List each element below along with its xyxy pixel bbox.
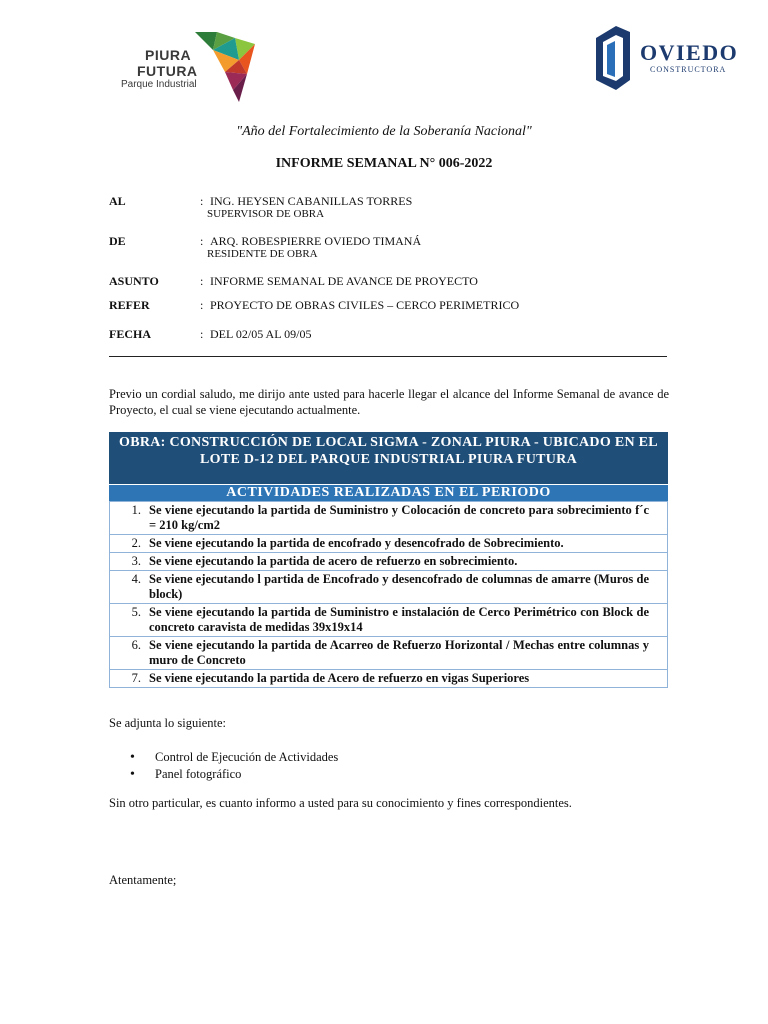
intro-paragraph: Previo un cordial saludo, me dirijo ante usted para hacerle llegar el alcance del Informe Semanal de avance de Proyecto, el cual se viene ejecutando actualmente. — [109, 387, 669, 417]
header-de-value: ARQ. ROBESPIERRE OVIEDO TIMANÁ — [210, 234, 422, 248]
activity-number: 4. — [131, 572, 141, 586]
activity-text: Se viene ejecutando l partida de Encofrado y desencofrado de columnas de amarre (Muros de block) — [149, 572, 649, 601]
header-al-key: AL — [109, 194, 126, 208]
header-fecha-colon: : — [200, 327, 204, 341]
activity-text: Se viene ejecutando la partida de Suministro e instalación de Cerco Perimétrico con Block de concreto caravista de medidas 39x19x14 — [149, 605, 649, 634]
header-refer-colon: : — [200, 298, 204, 312]
activity-row — [110, 669, 667, 687]
activity-number: 3. — [131, 554, 141, 568]
logo-left-line3: Parque Industrial — [121, 79, 197, 90]
piura-futura-logo — [108, 30, 268, 104]
activity-row — [110, 636, 667, 669]
obra-table — [109, 432, 668, 688]
header-asunto-colon: : — [200, 274, 204, 288]
activity-text: Se viene ejecutando la partida de acero de refuerzo en sobrecimiento. — [149, 554, 518, 568]
header-al-sub: SUPERVISOR DE OBRA — [207, 208, 325, 220]
motto: "Año del Fortalecimiento de la Soberanía Nacional" — [236, 124, 532, 139]
logo-left-line1: PIURA — [145, 47, 192, 63]
attachments-intro: Se adjunta lo siguiente: — [109, 716, 226, 730]
activity-number: 1. — [131, 503, 141, 517]
header-asunto-key: ASUNTO — [109, 274, 159, 288]
logo-right-sub: CONSTRUCTORA — [650, 65, 727, 74]
header-refer-value: PROYECTO DE OBRAS CIVILES – CERCO PERIMETRICO — [210, 298, 520, 312]
closing-paragraph: Sin otro particular, es cuanto informo a usted para su conocimiento y fines correspondientes. — [109, 796, 572, 810]
logo-left-line2: FUTURA — [137, 63, 198, 79]
oviedo-constructora-logo — [590, 24, 750, 96]
activities-list — [109, 501, 668, 688]
activity-row — [110, 603, 667, 636]
activity-number: 2. — [131, 536, 141, 550]
activity-number: 6. — [131, 638, 141, 652]
header-al-colon: : — [200, 194, 204, 208]
piura-futura-emblem-icon — [195, 30, 257, 104]
obra-title: OBRA: CONSTRUCCIÓN DE LOCAL SIGMA - ZONAL PIURA - UBICADO EN EL LOTE D-12 DEL PARQUE INDUSTRIAL PIURA FUTURA — [109, 432, 668, 484]
activity-text: Se viene ejecutando la partida de Acarreo de Refuerzo Horizontal / Mechas entre columnas y muro de Concreto — [149, 638, 649, 667]
activity-row — [110, 552, 667, 570]
activities-header: ACTIVIDADES REALIZADAS EN EL PERIODO — [109, 485, 668, 501]
activity-number: 5. — [131, 605, 141, 619]
oviedo-emblem-icon — [590, 24, 634, 94]
activity-text: Se viene ejecutando la partida de Acero de refuerzo en vigas Superiores — [149, 671, 530, 685]
header-de-colon: : — [200, 234, 204, 248]
activity-row — [110, 534, 667, 552]
header-refer-key: REFER — [109, 298, 150, 312]
logo-right-name: OVIEDO — [640, 40, 739, 65]
regards: Atentamente; — [109, 873, 177, 887]
header-de-key: DE — [109, 234, 126, 248]
report-title: INFORME SEMANAL N° 006-2022 — [275, 156, 493, 171]
activity-row — [110, 570, 667, 603]
header-al-value: ING. HEYSEN CABANILLAS TORRES — [210, 194, 413, 208]
activity-number: 7. — [131, 671, 141, 685]
header-fecha-value: DEL 02/05 AL 09/05 — [210, 327, 312, 341]
activity-row — [110, 501, 667, 534]
header-de-sub: RESIDENTE DE OBRA — [207, 248, 318, 260]
attachment-item: • Panel fotográfico — [130, 766, 338, 783]
activity-text: Se viene ejecutando la partida de encofrado y desencofrado de Sobrecimiento. — [149, 536, 564, 550]
activity-text: Se viene ejecutando la partida de Suministro y Colocación de concreto para sobrecimiento f´c = 210 kg/cm2 — [149, 503, 649, 532]
header-divider — [109, 356, 667, 357]
header-asunto-value: INFORME SEMANAL DE AVANCE DE PROYECTO — [210, 274, 478, 288]
header-fecha-key: FECHA — [109, 327, 151, 341]
attachment-item: • Control de Ejecución de Actividades — [130, 749, 338, 766]
attachments-list — [130, 749, 338, 783]
